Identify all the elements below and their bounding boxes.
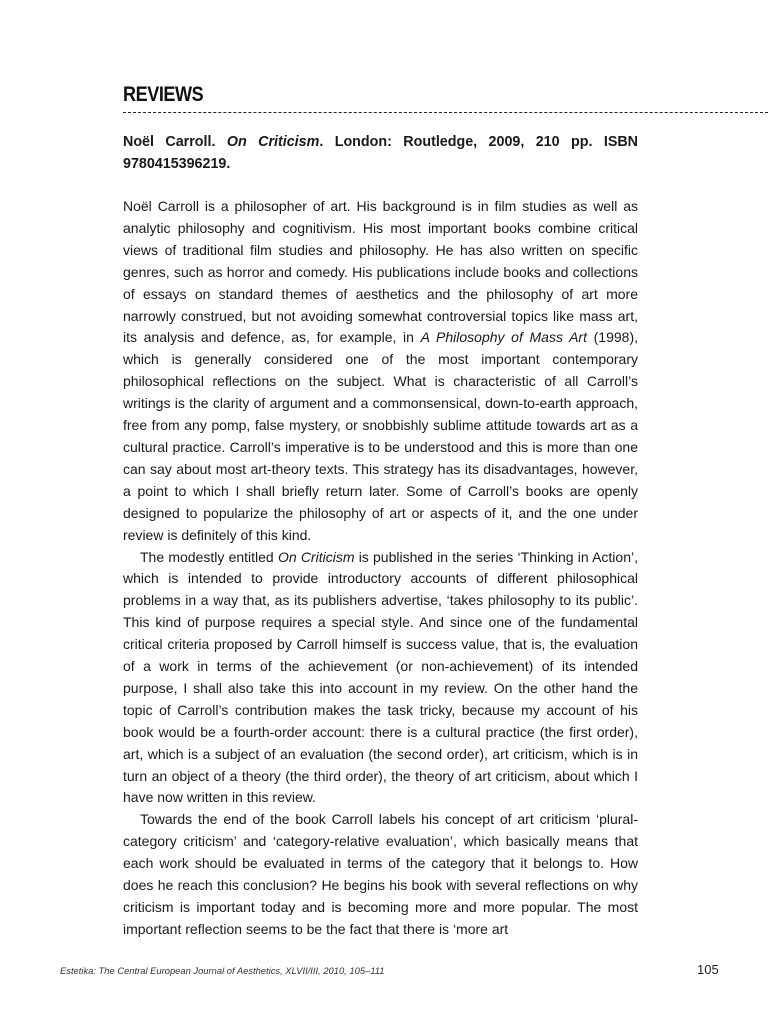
dashed-divider	[123, 112, 768, 113]
paragraph-2	[123, 547, 638, 810]
paragraph-2-text-a: The modestly entitled	[140, 548, 278, 565]
paragraph-1	[123, 196, 638, 547]
citation-author: Noël Carroll.	[123, 134, 216, 150]
journal-footer: Estetika: The Central European Journal of Aesthetics, XLVII/III, 2010, 105–111	[60, 965, 385, 976]
paragraph-1-book-title: A Philosophy of Mass Art	[420, 329, 587, 346]
citation-details: . London: Routledge, 2009, 210 pp. ISBN 9780415396219.	[123, 134, 638, 172]
paragraph-1-text-b: (1998), which is generally considered one of the most important contemporary philosophical reflections on the subject. What is characteristic of all Carroll’s writings is the clarity of argument and a commonsensical, down-to-earth approach, free from any pomp, false mystery, or snobbishly sublime attitude towards art as a cultural practice. Carroll’s imperative is to be understood and this is more than one can say about most art-theory texts. This strategy has its disadvantages, however, a point to which I shall briefly return later. Some of Carroll’s books are openly designed to popularize the philosophy of art or aspects of it, and the one under review is definitely of this kind.	[123, 329, 638, 543]
paragraph-3: Towards the end of the book Carroll labels his concept of art criticism ‘plural-category criticism’ and ‘category-relative evaluation’, which basically means that each work should be evaluated in terms of the category that it belongs to. How does he reach this conclusion? He begins his book with several reflections on why criticism is important today and is becoming more and more popular. The most important reflection seems to be the fact that there is ‘more art	[123, 811, 638, 937]
review-citation	[123, 131, 638, 175]
paragraph-2-text-b: is published in the series ‘Thinking in Action’, which is intended to provide introductory accounts of different philosophical problems in a way that, as its publishers advertise, ‘takes philosophy to its public’. This kind of purpose requires a special style. And since one of the fundamental critical criteria proposed by Carroll himself is success value, that is, the evaluation of a work in terms of the achievement (or non-achievement) of its intended purpose, I shall also take this into account in my review. On the other hand the topic of Carroll’s contribution makes the task tricky, because my account of his book would be a fourth-order account: there is a cultural practice (the first order), art, which is a subject of an evaluation (the second order), art criticism, which is in turn an object of a theory (the third order), the theory of art criticism, about which I have now written in this review.	[123, 548, 638, 806]
section-heading: REVIEWS	[123, 83, 204, 106]
citation-book-title: On Criticism	[226, 134, 320, 150]
paragraph-1-text-a: Noël Carroll is a philosopher of art. His background is in film studies as well as analytic philosophy and cognitivism. His most important books combine critical views of traditional film studies and philosophy. He has also written on specific genres, such as horror and comedy. His publications include books and collections of essays on standard themes of aesthetics and the philosophy of art more narrowly construed, but not avoiding somewhat controversial topics like mass art, its analysis and defence, as, for example, in	[123, 198, 638, 346]
review-body	[123, 196, 638, 941]
paragraph-2-book-title: On Criticism	[277, 548, 355, 565]
page-number: 105	[697, 962, 719, 977]
